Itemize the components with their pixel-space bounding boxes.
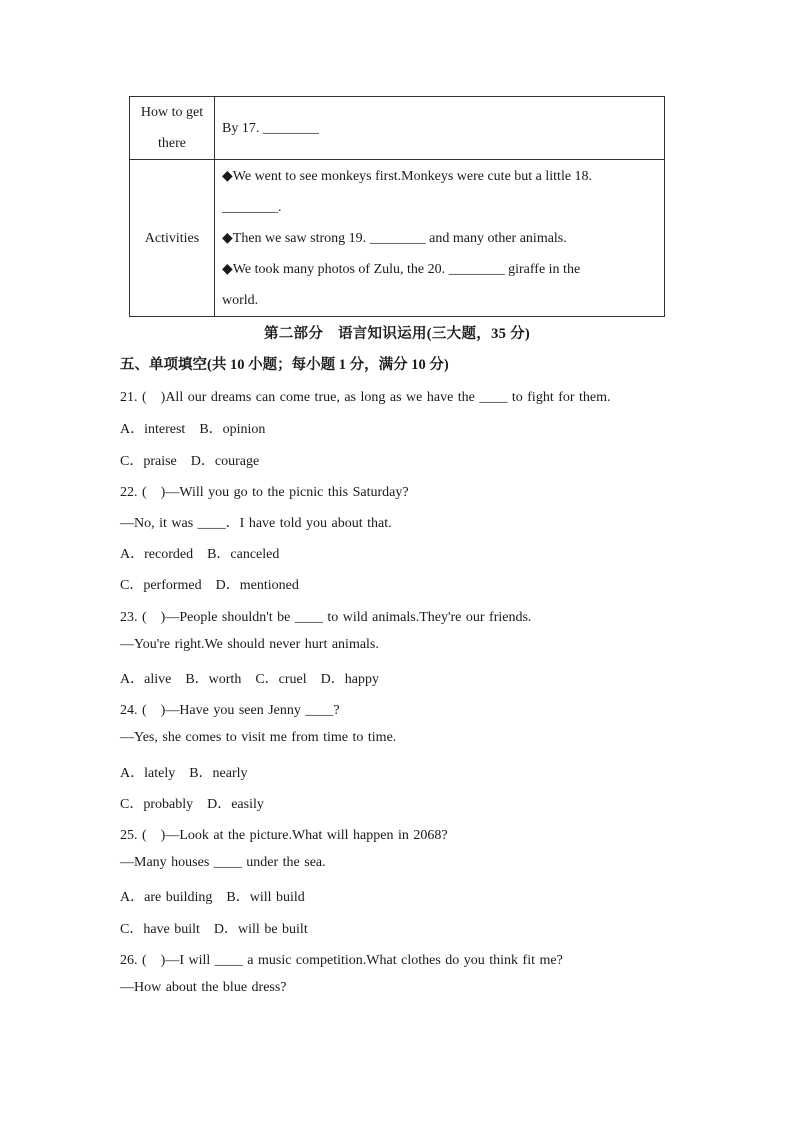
question-24-options-ab: A．lately B．nearly (120, 766, 248, 781)
activity-line: ________. (222, 199, 282, 215)
question-25-options-cd: C．have built D．will be built (120, 922, 308, 937)
question-23-options: A．alive B．worth C．cruel D．happy (120, 672, 379, 687)
question-22-options-ab: A．recorded B．canceled (120, 547, 280, 562)
table-row (130, 97, 665, 160)
question-24-options-cd: C．probably D．easily (120, 797, 264, 812)
activity-line: ◆We went to see monkeys first.Monkeys were cute but a little 18. (222, 168, 593, 184)
row-label-activities: Activities (130, 160, 215, 317)
question-23-reply: —You're right.We should never hurt animals. (120, 637, 379, 652)
row-value-transport: By 17. ________ (215, 97, 665, 160)
activity-line: ◆We took many photos of Zulu, the 20. ________ giraffe in the (222, 261, 581, 277)
subsection-title: 五、单项填空(共 10 小题；每小题 1 分，满分 10 分) (120, 357, 449, 373)
activity-line: world. (222, 292, 259, 308)
table-row (130, 160, 665, 317)
question-21-options-cd: C．praise D．courage (120, 454, 260, 469)
question-23-stem: 23. ( )—People shouldn't be ____ to wild animals.They're our friends. (120, 610, 532, 625)
question-26-reply: —How about the blue dress? (120, 980, 287, 995)
trip-info-table (129, 96, 665, 317)
question-26-stem: 26. ( )—I will ____ a music competition.What clothes do you think fit me? (120, 953, 563, 968)
question-25-options-ab: A．are building B．will build (120, 890, 305, 905)
question-25-stem: 25. ( )—Look at the picture.What will happen in 2068? (120, 828, 448, 843)
row-label-how-to-get-there (130, 97, 215, 160)
question-22-options-cd: C．performed D．mentioned (120, 578, 299, 593)
row-label-line: there (158, 136, 186, 151)
question-25-reply: —Many houses ____ under the sea. (120, 855, 326, 870)
question-21-stem: 21. ( )All our dreams can come true, as long as we have the ____ to fight for them. (120, 390, 611, 405)
section-title: 第二部分 语言知识运用(三大题，35 分) (263, 326, 531, 342)
row-value-activities (215, 160, 665, 317)
activity-line: ◆Then we saw strong 19. ________ and many other animals. (222, 230, 567, 246)
question-24-reply: —Yes, she comes to visit me from time to time. (120, 730, 397, 745)
row-label-line: How to get (140, 105, 204, 120)
question-22-stem: 22. ( )—Will you go to the picnic this Saturday? (120, 485, 409, 500)
question-22-reply: —No, it was ____．I have told you about that. (120, 516, 392, 531)
question-21-options-ab: A．interest B．opinion (120, 422, 266, 437)
question-24-stem: 24. ( )—Have you seen Jenny ____? (120, 703, 340, 718)
